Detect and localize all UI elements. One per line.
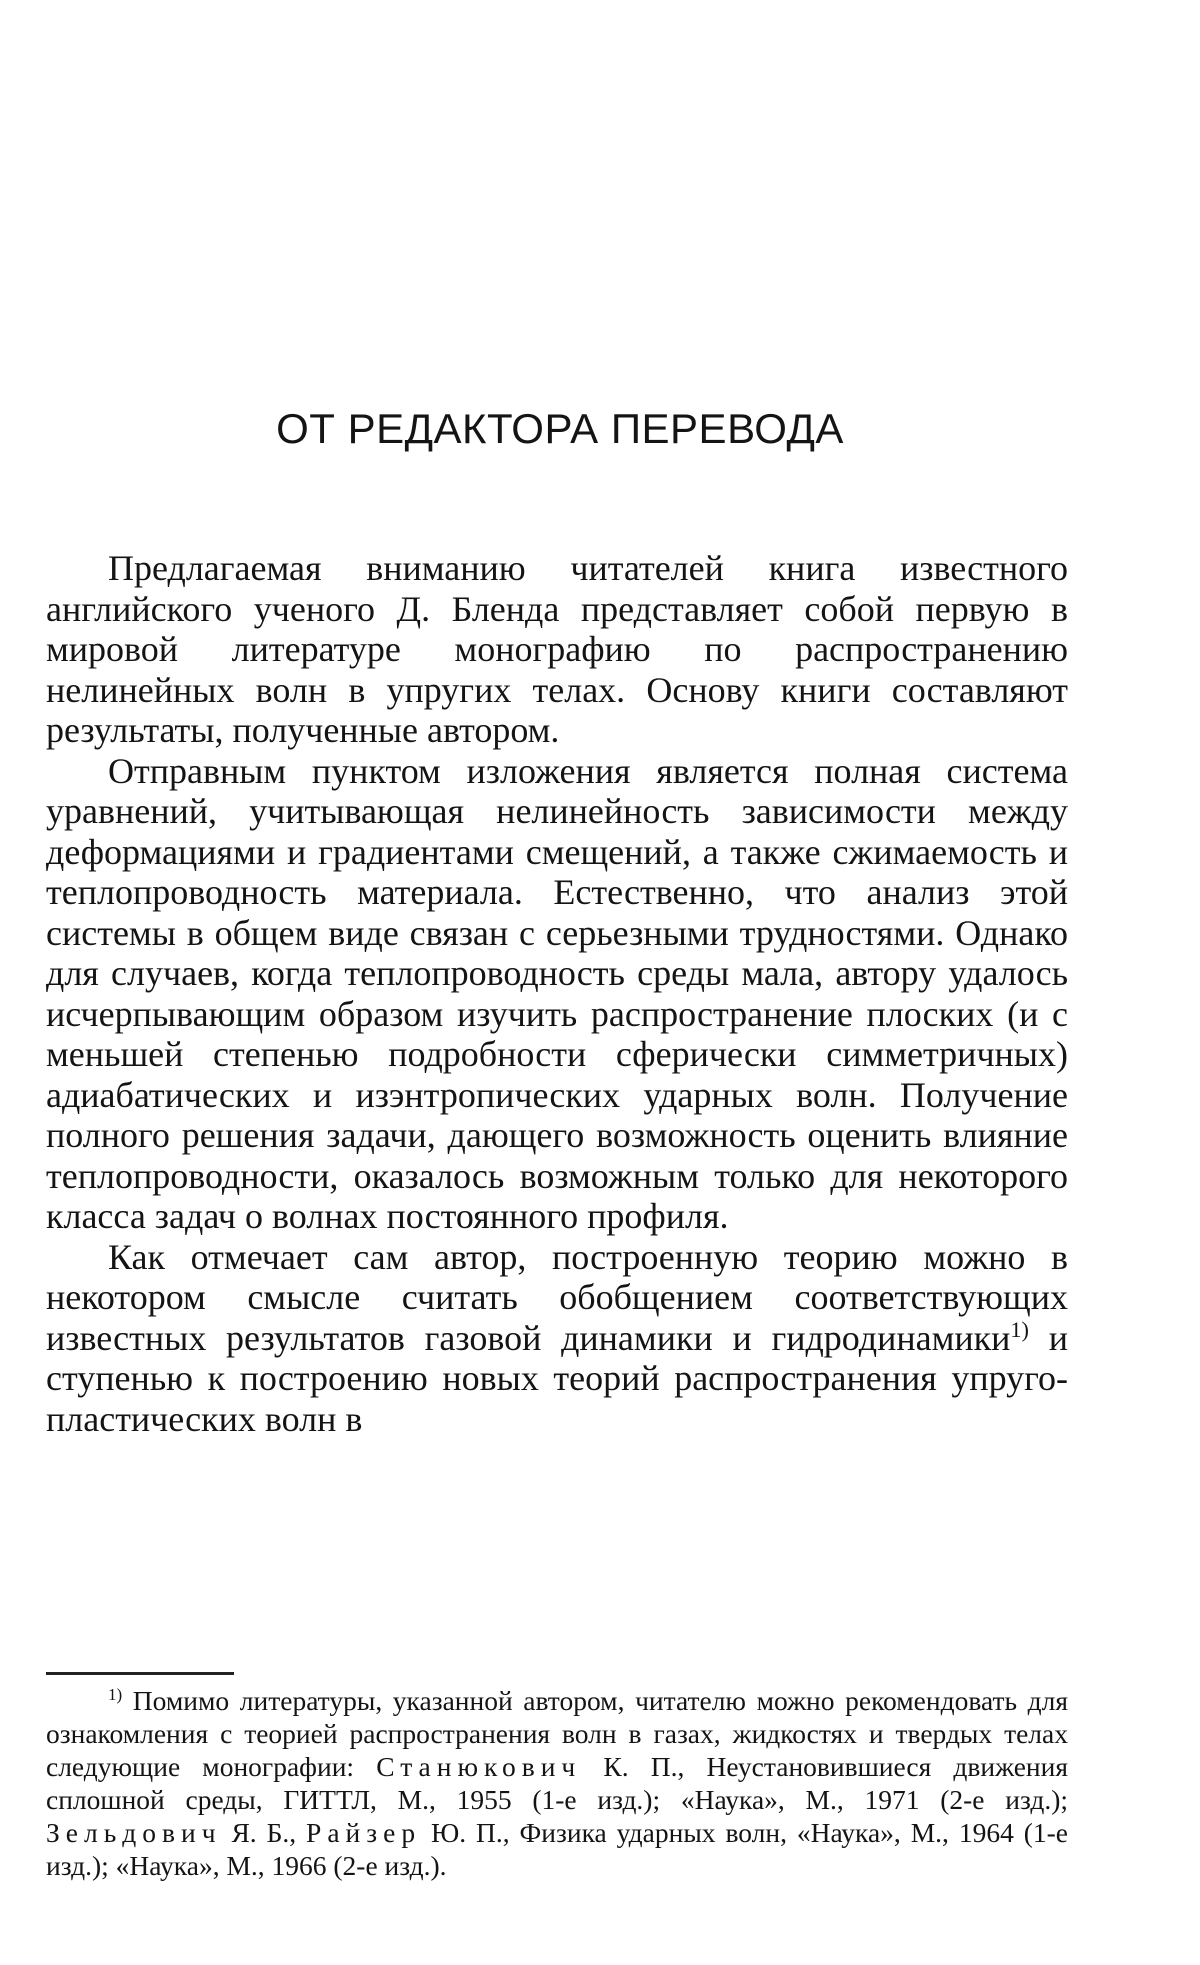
paragraph-1: Предлагаемая вниманию читателей книга известного английского ученого Д. Бленда представляет собой первую в мировой литературе монографию по распространению нелинейных волн в упругих телах. Основу книги составляют результаты, полученные автором. [46, 548, 1068, 750]
paragraph-3-text: Как отмечает сам автор, построенную теорию можно в некотором смысле считать обобщением соответствующих известных результатов газовой динамики и гидродинамики [46, 1236, 1068, 1358]
footnote-divider [46, 1672, 234, 1675]
footnote-text-4: Ю. П., Физика ударных волн, «Наука», М., 1964 (1-е изд.); «Наука», М., 1966 (2-е изд.). [46, 1817, 1069, 1881]
footnote-author-3: Райзер [306, 1817, 422, 1848]
paragraph-3-continuation: и ступенью к построению новых теорий распространения упруго-пластических волн в [46, 1317, 1068, 1439]
footnote-author-2: Зельдович [46, 1817, 222, 1848]
body-text [46, 548, 1068, 1439]
footnote-mark: 1) [108, 1684, 123, 1704]
paragraph-3 [46, 1237, 1068, 1440]
footnote-text-2: К. П., Неустановившиеся движения сплошной среды, ГИТТЛ, М., 1955 (1-е изд.); «Наука», М., 1971 (2-е изд.); [46, 1751, 1069, 1815]
footnote-author-1: Станюкович [376, 1751, 582, 1782]
footnote [46, 1684, 1068, 1882]
footnote-text-1: Помимо литературы, указанной автором, читателю можно рекомендовать для ознакомления с теорией распространения волн в газах, жидкостях и твердых телах следующие монографии: [46, 1685, 1068, 1782]
footnote-text-3: Я. Б., [221, 1817, 307, 1848]
footnote-reference: 1) [1010, 1316, 1029, 1342]
page-title: ОТ РЕДАКТОРА ПЕРЕВОДА [276, 405, 844, 452]
paragraph-2: Отправным пунктом изложения является полная система уравнений, учитывающая нелинейность зависимости между деформациями и градиентами смещений, а также сжимаемость и теплопроводность материала. Естественно, что анализ этой системы в общем виде связан с серьезными трудностями. Однако для случаев, когда теплопроводность среды мала, автору удалось исчерпывающим образом изучить распространение плоских (и с меньшей степенью подробности сферически симметричных) адиабатических и изэнтропических ударных волн. Получение полного решения задачи, дающего возможность оценить влияние теплопроводности, оказалось возможным только для некоторого класса задач о волнах постоянного профиля. [46, 750, 1068, 1236]
